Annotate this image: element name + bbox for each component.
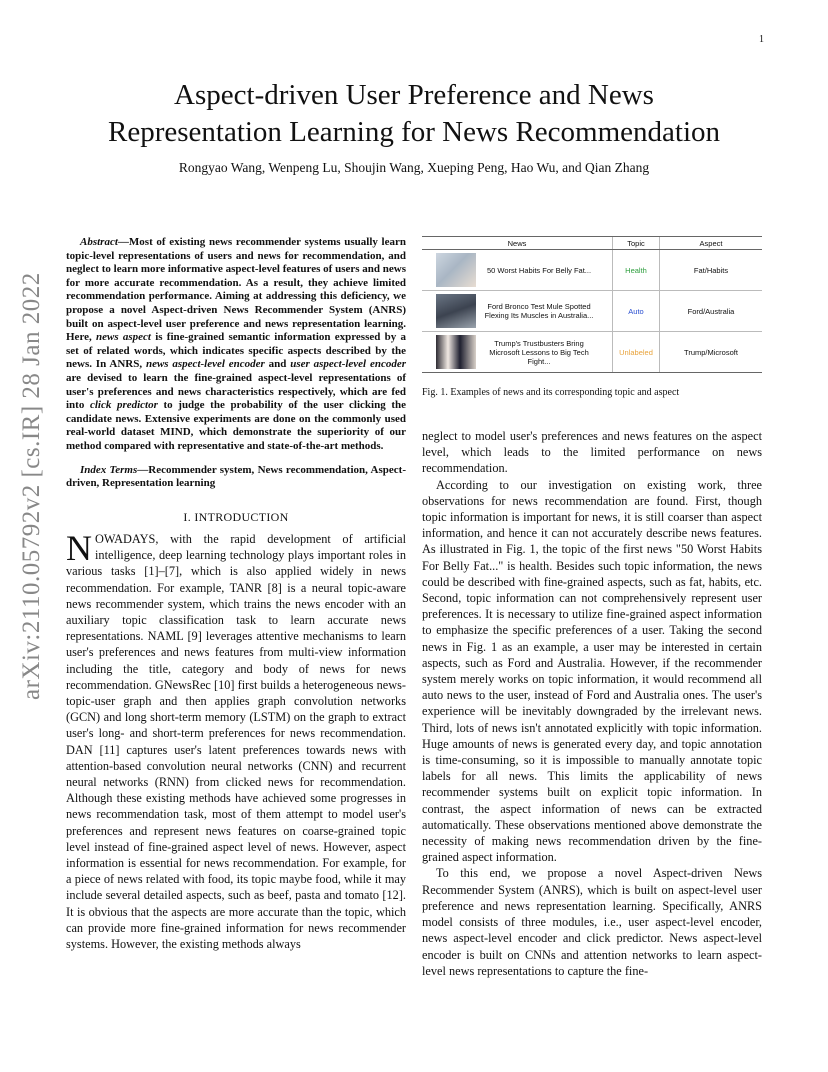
topic-cell: Health xyxy=(613,250,660,291)
abstract-term-4: click predictor xyxy=(89,399,158,412)
paragraph: According to our investigation on existing work, three observations for news recommendation are found. First, though topic information is important for news, it is still coarser than aspect information, and hence it can not accurately describe news features. As illustrated in Fig. 1, the topic of the first news "50 Worst Habits For Belly Fat..." is health. Besides such topic information, the news could be described with fine-grained aspects, such as fat, habits, etc. Second, topic information can not comprehensively represent user preferences. It is necessary to utilize fine-grained aspect information to emphasize the specific preferences of a user. Taking the second news in Fig. 1 as an example, a user may be interested in certain aspects, such as Ford and Australia. However, if the recommender system merely works on topic information, it would recommend all auto news to the user, instead of Ford and Australia ones. The user's experience will be inevitably downgraded by the irrelevant news. Third, lots of news isn't annotated explicitly with topic information. Huge amounts of news is generated every day, and topic annotation is time-consuming, so it is impossible to manually annotate topic labels for all news. This limits the applicability of news recommender systems built on explicit topic information. In contrast, the aspect information of news can be extracted automatically. These observations mentioned above demonstrate the necessity of making news recommendation driven by the fine-grained aspect information. xyxy=(422,477,762,865)
index-terms-label: Index Terms xyxy=(80,463,138,476)
table-row xyxy=(422,332,762,373)
table-row xyxy=(422,250,762,291)
abstract-label: Abstract xyxy=(80,236,118,248)
arxiv-id: arXiv:2110.05792v2 [cs.IR] 28 Jan 2022 xyxy=(18,272,45,700)
title-line-1: Aspect-driven User Preference and News xyxy=(174,79,654,111)
abstract-text-4: are devised to learn the fine-grained aspect-level representations of user's preferences and news characteristics respectively, which are fed into xyxy=(66,371,406,412)
news-title: Ford Bronco Test Mule Spotted Flexing Its Muscles in Australia... xyxy=(484,302,594,320)
news-title: 50 Worst Habits For Belly Fat... xyxy=(486,265,592,275)
topic-cell: Auto xyxy=(613,291,660,332)
right-column xyxy=(422,428,762,979)
figure-caption: Fig. 1. Examples of news and its corresponding topic and aspect xyxy=(422,387,680,398)
page-number: 1 xyxy=(759,34,764,45)
header-topic: Topic xyxy=(613,237,660,250)
intro-text: OWADAYS, with the rapid development of artificial intelligence, deep learning technology plays important roles in various tasks [1]–[7], which is also applied widely in news recommendation. For example, TANR [8] is a neural topic-aware news recommender system, which trains the news encoder with an auxiliary topic classification task to learn accurate news representations. NAML [9] leverages attentive mechanisms to learn user's preferences and news features from multi-view information including the title, category and body of news for news recommendation. GNewsRec [10] first builds a heterogeneous news-topic-user graph and then applies graph convolution networks (GCN) and long short-term memory (LSTM) on the graph to extract user's long- and short-term preferences for news recommendation. DAN [11] captures user's latent preferences towards news with attention-based convolution neural networks (CNN) and recurrent neural networks (RNN) from clicked news for recommendation. Although these existing methods have achieved some progresses in news recommendation task, most of them attempt to model user's preferences and represent news features on coarse-grained topic level instead of fine-grained aspect level of news. However, aspect information is essential for news recommendation. For example, for a piece of news related with food, its topic maybe food, while it may include several detailed aspects, such as beef, pasta and tomato [12]. It is obvious that the aspects are more accurate than the topic, which can provide more fine-grained information for news recommender systems. However, the existing methods always xyxy=(66,531,406,951)
news-cell xyxy=(422,291,613,332)
news-thumbnail xyxy=(436,335,476,369)
intro-paragraph xyxy=(66,527,406,952)
news-title: Trump's Trustbusters Bring Microsoft Lessons to Big Tech Fight... xyxy=(489,338,589,366)
paper-title xyxy=(0,77,828,151)
news-thumbnail xyxy=(436,294,476,328)
left-column xyxy=(66,236,406,952)
header-aspect: Aspect xyxy=(660,237,763,250)
abstract-text-5: to judge the probability of the user clicking the candidate news. Extensive experiments are done on the commonly used real-world dataset MIND, which demonstrate the superiority of our method compared with representative and state-of-the-art methods. xyxy=(66,399,406,452)
index-terms-text: —Recommender system, News recommendation, Aspect-driven, Representation learning xyxy=(66,463,406,490)
aspect-cell: Trump/Microsoft xyxy=(660,332,763,373)
figure-1 xyxy=(422,236,762,398)
drop-cap: N xyxy=(66,527,92,568)
abstract-term-1: news aspect xyxy=(96,331,151,344)
abstract-text-1: —Most of existing news recommender systems usually learn topic-level representations of users and news for recommendation, and neglect to learn more informative aspect-level features of users and news for more accurate recommendation. As a result, they achieve limited recommendation performance. Aiming at addressing this deficiency, we propose a novel Aspect-driven News Recommender System (ANRS) built on aspect-level user preference and news representation learning. Here, xyxy=(66,236,406,344)
paragraph: neglect to model user's preferences and news features on the aspect level, which leads to the limited performance on news recommendation. xyxy=(422,429,762,476)
table-row xyxy=(422,291,762,332)
news-thumbnail xyxy=(436,253,476,287)
topic-cell: Unlabeled xyxy=(613,332,660,373)
news-cell xyxy=(422,250,613,291)
abstract-term-2: news aspect-level encoder xyxy=(145,358,265,371)
section-heading: I. INTRODUCTION xyxy=(183,509,289,524)
abstract xyxy=(66,236,406,454)
authors: Rongyao Wang, Wenpeng Lu, Shoujin Wang, Xueping Peng, Hao Wu, and Qian Zhang xyxy=(178,160,650,175)
aspect-cell: Fat/Habits xyxy=(660,250,763,291)
news-cell xyxy=(422,332,613,373)
header-news: News xyxy=(422,237,613,250)
table-header-row xyxy=(422,237,762,250)
abstract-text-2: is fine-grained semantic information expressed by a set of related words, which indicates specific aspects described by the news. In ANRS, xyxy=(66,331,406,371)
abstract-term-3: user aspect-level encoder xyxy=(290,358,406,371)
aspect-cell: Ford/Australia xyxy=(660,291,763,332)
news-table xyxy=(422,236,762,373)
paragraph: To this end, we propose a novel Aspect-driven News Recommender System (ANRS), which is built on aspect-level user preference and news representation learning. Specifically, ANRS model consists of three modules, i.e., user aspect-level encoder, news aspect-level encoder and click predictor. News aspect-level encoder is built on CNNs and attention networks to learn aspect-level news representations to capture the fine- xyxy=(422,866,762,978)
abstract-text-3: and xyxy=(264,358,291,371)
arxiv-watermark xyxy=(18,272,48,700)
index-terms xyxy=(66,464,406,491)
title-line-2: Representation Learning for News Recommendation xyxy=(107,116,721,148)
